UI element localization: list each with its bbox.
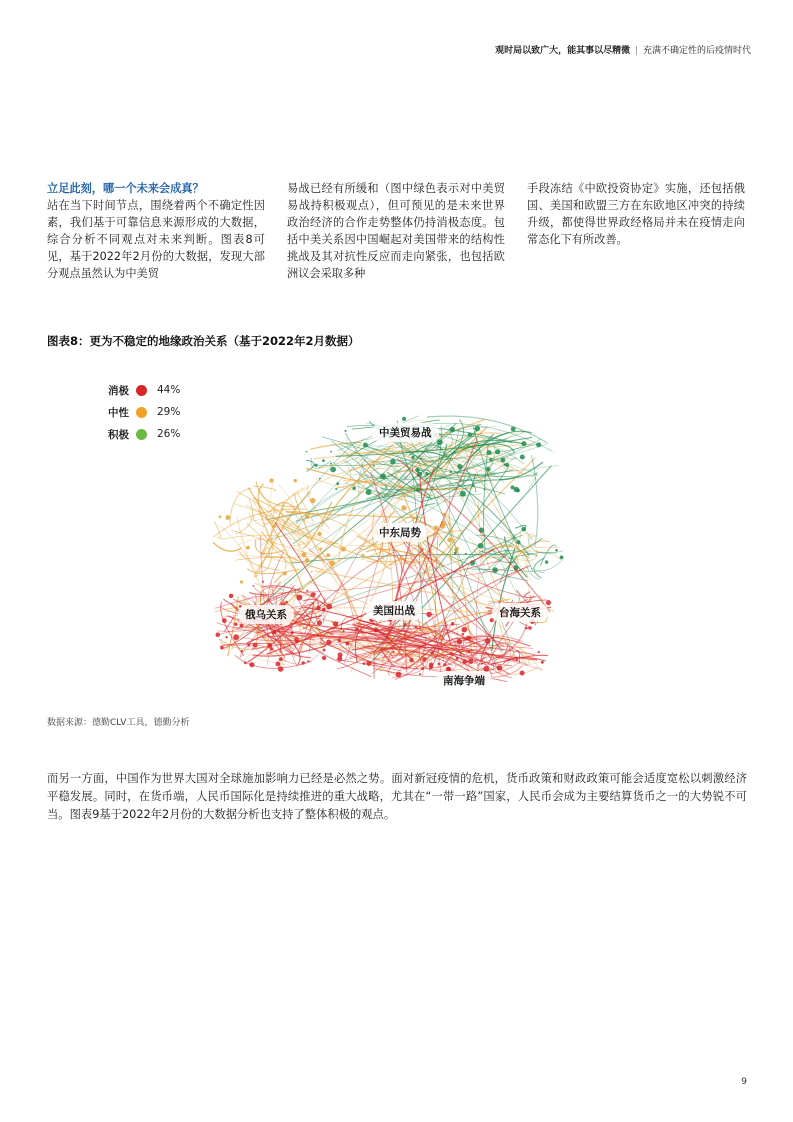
network-node — [462, 633, 465, 636]
network-edge — [437, 495, 439, 505]
legend-percent: 26% — [157, 428, 181, 440]
network-node — [450, 471, 452, 473]
network-node — [229, 594, 234, 599]
figure-legend — [108, 379, 187, 445]
legend-dot-icon — [136, 385, 147, 396]
header-subtitle: 充满不确定性的后疫情时代 — [642, 46, 751, 56]
label-middle-east: 中东局势 — [372, 523, 428, 542]
network-node — [345, 430, 347, 432]
network-node — [474, 426, 480, 432]
network-node — [276, 662, 281, 667]
network-node — [294, 479, 297, 482]
network-node — [226, 515, 231, 520]
network-node — [317, 620, 322, 625]
legend-dot-icon — [136, 407, 147, 418]
network-node — [468, 651, 470, 653]
network-node — [283, 572, 287, 576]
legend-item-neutral — [108, 401, 187, 423]
network-node — [352, 486, 356, 490]
figure-source: 数据来源：德勤CLV工具，德勤分析 — [47, 718, 190, 728]
page-number: 9 — [741, 1077, 747, 1087]
network-node — [311, 571, 313, 573]
network-node — [330, 451, 332, 453]
network-node — [490, 618, 494, 622]
network-node — [262, 581, 264, 583]
network-edge — [221, 527, 256, 572]
network-node — [396, 672, 402, 678]
network-node — [326, 604, 332, 610]
network-node — [536, 442, 541, 447]
network-node — [392, 651, 394, 653]
network-node — [361, 554, 364, 557]
network-node — [233, 634, 239, 640]
network-node — [468, 659, 474, 665]
network-node — [466, 636, 470, 640]
network-node — [528, 626, 532, 630]
network-node — [244, 662, 247, 665]
page-header — [495, 43, 751, 56]
network-node — [545, 560, 548, 563]
network-node — [520, 455, 525, 460]
network-edges — [213, 416, 564, 682]
network-node — [447, 538, 452, 543]
network-node — [434, 526, 439, 531]
network-node — [253, 643, 258, 648]
network-graph-canvas — [180, 395, 580, 715]
network-node — [422, 657, 426, 661]
network-node — [425, 472, 428, 475]
network-node — [216, 632, 221, 637]
network-edge — [213, 542, 242, 551]
network-node — [486, 467, 490, 471]
network-node — [487, 450, 492, 455]
network-node — [460, 491, 466, 497]
network-node — [247, 644, 250, 647]
network-node — [240, 580, 243, 583]
network-node — [318, 532, 322, 536]
network-node — [278, 666, 284, 672]
column-1-text: 站在当下时间节点，围绕着两个不确定性因素，我们基于可靠信息来源形成的大数据，综合分析不同观点对未来判断。图表8可见，基于2022年2月份的大数据，发现大部分观点虽然认为中美贸 — [47, 199, 265, 280]
network-node — [450, 427, 455, 432]
network-node — [270, 647, 273, 650]
network-node — [403, 623, 406, 626]
network-node — [329, 560, 335, 566]
network-node — [315, 464, 318, 467]
network-node — [390, 459, 396, 465]
legend-item-negative — [108, 379, 187, 401]
network-node — [311, 592, 316, 597]
network-node — [546, 600, 551, 605]
network-node — [225, 636, 227, 638]
network-node — [409, 658, 413, 662]
network-node — [253, 585, 255, 587]
label-russia-ukraine: 俄乌关系 — [238, 605, 294, 624]
network-node — [478, 543, 484, 549]
network-node — [319, 478, 321, 480]
network-node — [484, 489, 486, 491]
header-separator: | — [635, 46, 639, 56]
network-node — [326, 640, 331, 645]
network-node — [538, 651, 540, 653]
network-node — [290, 627, 292, 629]
figure-title: 图表8：更为不稳定的地缘政治关系（基于2022年2月数据） — [47, 334, 360, 348]
network-node — [234, 623, 237, 626]
network-node — [521, 441, 526, 446]
network-node — [219, 515, 222, 518]
network-node — [240, 624, 244, 628]
network-node — [525, 627, 528, 630]
network-node — [246, 546, 250, 550]
network-node — [411, 456, 414, 459]
network-node — [249, 662, 254, 667]
body-paragraph: 而另一方面，中国作为世界大国对全球施加影响力已经是必然之势。面对新冠疫情的危机，货币政策和财政政策可能会适度宽松以刺激经济平稳发展。同时，在货币端，人民币国际化是持续推进的重大战略，尤其在“一带一路”国家，人民币会成为主要结算货币之一的大势锐不可当。图表9基于2022年2月份的大数据分析也支持了整体积极的观点。 — [47, 772, 747, 821]
network-node — [303, 520, 305, 522]
network-node — [457, 639, 463, 645]
network-node — [220, 646, 224, 650]
network-node — [401, 505, 406, 510]
network-node — [492, 567, 498, 573]
network-node — [415, 626, 417, 628]
column-3: 手段冻结《中欧投资协定》实施，还包括俄国、美国和欧盟三方在东欧地区冲突的持续升级，都使得世界政经格局并未在疫情走向常态化下有所改善。 — [527, 182, 745, 246]
network-node — [521, 527, 526, 532]
section-heading: 立足此刻，哪一个未来会成真？ — [47, 182, 204, 195]
network-node — [451, 622, 455, 626]
legend-item-positive — [108, 423, 187, 445]
network-node — [241, 650, 243, 652]
network-node — [326, 553, 330, 557]
network-node — [330, 467, 336, 473]
network-node — [337, 656, 342, 661]
network-node — [419, 673, 421, 675]
network-node — [306, 590, 308, 592]
column-2: 易战已经有所缓和（图中绿色表示对中美贸易战持积极观点），但可预见的是未来世界政治经济的合作走势整体仍持消极态度。包括中美关系因中国崛起对美国带来的结构性挑战及其对抗性反应而走向紧张，也包括欧洲议会采取多种 — [287, 182, 505, 280]
network-node — [455, 547, 459, 551]
legend-label: 消极 — [108, 384, 129, 397]
network-node — [426, 612, 431, 617]
network-node — [218, 537, 220, 539]
network-node — [457, 464, 462, 469]
network-node — [269, 478, 273, 482]
legend-percent: 29% — [157, 406, 181, 418]
network-node — [363, 662, 366, 665]
network-node — [541, 661, 544, 664]
column-1 — [47, 180, 265, 282]
network-node — [474, 660, 476, 662]
network-node — [296, 595, 302, 601]
legend-percent: 44% — [157, 384, 181, 396]
network-node — [373, 465, 375, 467]
network-node — [319, 548, 322, 551]
network-node — [511, 427, 516, 432]
network-node — [516, 658, 518, 660]
network-node — [336, 482, 339, 485]
network-node — [429, 662, 433, 666]
network-node — [495, 449, 500, 454]
network-node — [301, 552, 306, 557]
network-node — [345, 641, 349, 645]
network-node — [555, 549, 558, 552]
network-node — [305, 558, 310, 563]
label-south-china-sea: 南海争端 — [436, 671, 492, 690]
network-node — [438, 663, 441, 666]
network-node — [402, 417, 406, 421]
network-node — [363, 443, 368, 448]
network-node — [366, 661, 371, 666]
label-taiwan: 台海关系 — [492, 603, 548, 622]
network-node — [560, 556, 564, 560]
label-us-war: 美国出战 — [366, 601, 422, 620]
network-edge — [316, 545, 363, 637]
network-node — [366, 489, 372, 495]
network-node — [222, 618, 227, 623]
network-node — [310, 498, 315, 503]
network-node — [305, 514, 310, 519]
network-node — [335, 488, 337, 490]
label-trade-war: 中美贸易战 — [372, 423, 439, 442]
network-node — [516, 540, 520, 544]
network-node — [443, 663, 446, 666]
network-node — [472, 484, 475, 487]
network-node — [465, 553, 467, 555]
header-title: 观时局以致广大，能其事以尽精微 — [495, 46, 631, 56]
network-node — [306, 451, 308, 453]
sentiment-network-graph — [180, 395, 580, 715]
network-node — [322, 459, 325, 462]
network-node — [416, 488, 421, 493]
network-edge — [307, 484, 330, 529]
network-node — [273, 525, 276, 528]
network-node — [342, 630, 344, 632]
network-node — [497, 665, 503, 671]
legend-label: 积极 — [108, 428, 129, 441]
network-edge — [499, 667, 538, 674]
network-node — [341, 547, 346, 552]
network-node — [516, 489, 520, 493]
network-node — [415, 468, 420, 473]
network-edge — [253, 515, 264, 527]
network-node — [279, 657, 283, 661]
network-node — [267, 643, 272, 648]
legend-label: 中性 — [108, 406, 129, 419]
network-node — [322, 656, 326, 660]
network-edge — [392, 504, 435, 523]
network-node — [338, 639, 341, 642]
network-node — [505, 463, 509, 467]
network-node — [302, 661, 305, 664]
legend-dot-icon — [136, 429, 147, 440]
network-node — [520, 671, 525, 676]
network-node — [468, 432, 472, 436]
network-node — [380, 473, 386, 479]
network-node — [330, 463, 332, 465]
network-node — [489, 458, 492, 461]
network-node — [450, 652, 453, 655]
network-node — [501, 458, 506, 463]
network-node — [456, 657, 459, 660]
network-node — [286, 601, 288, 603]
network-node — [323, 649, 326, 652]
network-node — [307, 660, 309, 662]
